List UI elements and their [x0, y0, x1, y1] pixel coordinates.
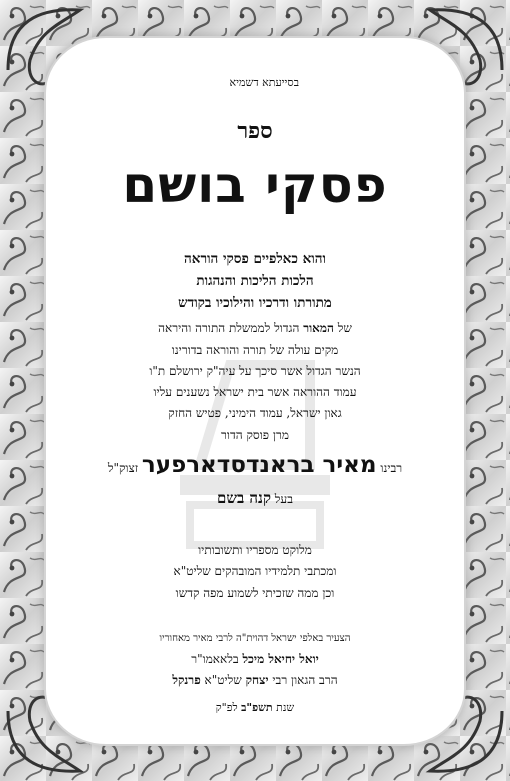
- year-suffix: לפ"ק: [215, 701, 238, 714]
- praise-line-1: [46, 321, 464, 336]
- compiled-line-3: וכן ממה שזכיתי לשמוע מפה קדשו: [175, 586, 335, 600]
- bsd-heading: בסייעתא דשמיא: [229, 76, 299, 89]
- editor-father-last: פרנקל: [172, 673, 201, 687]
- compiled-line-2: ומכתבי תלמידיו המובהקים שליט"א: [173, 564, 337, 578]
- subtitle-line-3: מתורתו ודרכיו והילוכיו בקודש: [178, 295, 332, 311]
- editor-line-2-suffix: בלאאמו"ר: [191, 652, 239, 666]
- editor-name: יואל יחיאל מיכל: [242, 652, 319, 666]
- praise-line-1-bold: המאור: [303, 321, 334, 335]
- sefer-label: ספר: [237, 118, 273, 144]
- editor-line-1: הצעיר באלפי ישראל דהוית"ה לרבי מאיר מאחוריו: [159, 633, 351, 644]
- year-value: תשפ"ב: [241, 701, 273, 714]
- rabbi-suffix: זצוק"ל: [107, 461, 139, 475]
- rabbi-name-line: [46, 452, 464, 478]
- praise-line-6: מרן פוסק הדור: [221, 428, 289, 442]
- compiled-line-1: מלוקט מספריו ותשובותיו: [198, 543, 312, 557]
- book-title: פסקי בושם: [122, 156, 388, 214]
- praise-line-3: הנשר הגדול אשר סיכך על עיה"ק ירושלם ת"ו: [149, 364, 361, 378]
- author-of-book: קנה בשם: [217, 489, 271, 507]
- title-page-text: [46, 38, 464, 744]
- editor-father-first: יצחק: [245, 673, 269, 687]
- editor-line-3-prefix: הרב הגאון רבי: [272, 673, 338, 687]
- subtitle-line-1: והוא כאלפיים פסקי הוראה: [184, 251, 326, 267]
- rabbi-prefix: רבינו: [380, 461, 403, 475]
- author-of-prefix: בעל: [274, 492, 293, 506]
- praise-line-4: עמוד ההוראה אשר בית ישראל נשענים עליו: [153, 385, 357, 399]
- praise-line-1-prefix: של: [337, 321, 352, 335]
- year-prefix: שנת: [276, 701, 295, 714]
- rabbi-name: מאיר בראנדסדארפער: [141, 452, 377, 478]
- author-of-line: [46, 489, 464, 508]
- praise-line-5: גאון ישראל, עמוד הימיני, פטיש החזק: [168, 406, 342, 420]
- subtitle-line-2: הלכות הליכות והנהגות: [196, 273, 314, 289]
- praise-line-2: מקים עולה של תורה והוראה בדורינו: [171, 343, 339, 357]
- editor-line-3-mid: שליט"א: [204, 673, 242, 687]
- editor-line-3: [46, 673, 464, 688]
- year-line: [46, 701, 464, 714]
- editor-line-2: [46, 652, 464, 667]
- praise-line-1-suffix: הגדול לממשלת התורה והיראה: [158, 321, 300, 335]
